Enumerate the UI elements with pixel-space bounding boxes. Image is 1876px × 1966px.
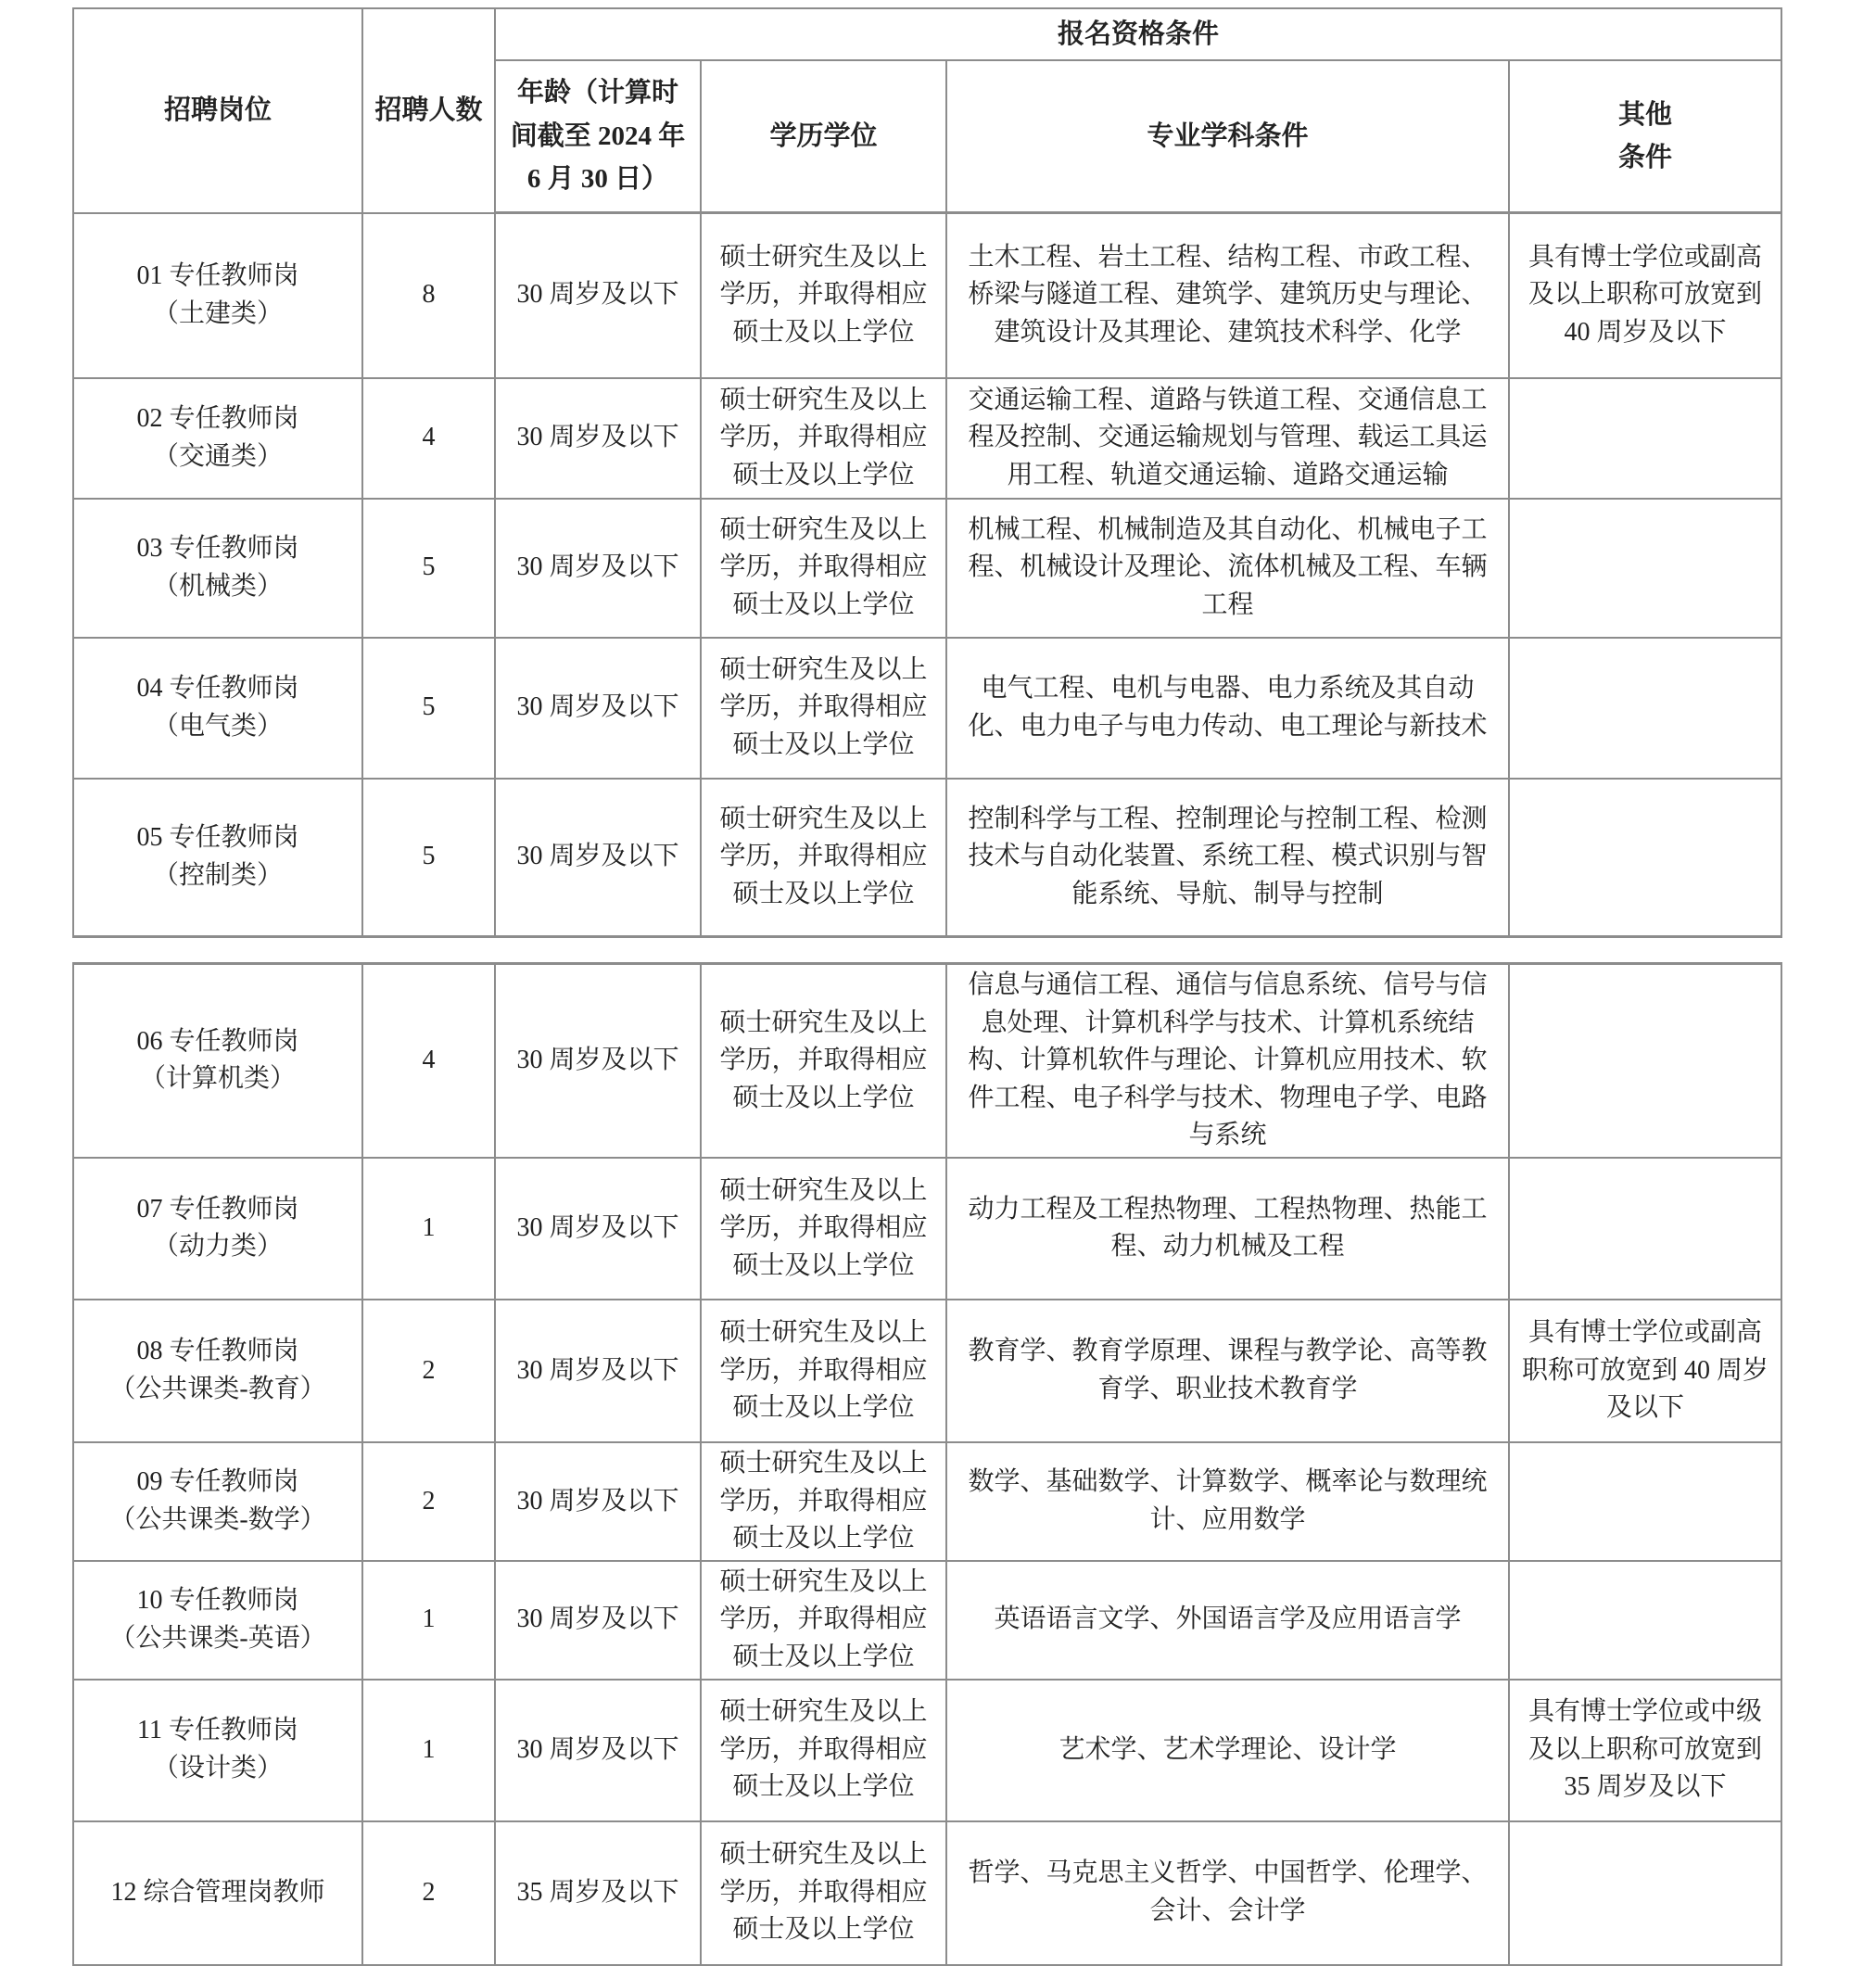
age-cell: 30 周岁及以下 <box>495 964 701 1158</box>
majors-cell: 教育学、教育学原理、课程与教学论、高等教育学、职业技术教育学 <box>946 1300 1509 1442</box>
table-gap <box>72 938 1782 962</box>
age-cell: 30 周岁及以下 <box>495 1300 701 1442</box>
headcount-cell: 5 <box>362 779 495 937</box>
majors-cell: 信息与通信工程、通信与信息系统、信号与信息处理、计算机科学与技术、计算机系统结构、计算机软件与理论、计算机应用技术、软件工程、电子科学与技术、物理电子学、电路与系统 <box>946 964 1509 1158</box>
headcount-cell: 8 <box>362 213 495 378</box>
majors-cell: 动力工程及工程热物理、工程热物理、热能工程、动力机械及工程 <box>946 1158 1509 1300</box>
other-cell <box>1509 638 1781 779</box>
majors-cell: 机械工程、机械制造及其自动化、机械电子工程、机械设计及理论、流体机械及工程、车辆工程 <box>946 499 1509 638</box>
headcount-cell: 5 <box>362 638 495 779</box>
table-row <box>73 1442 1781 1561</box>
header-majors: 专业学科条件 <box>946 60 1509 213</box>
header-age: 年龄（计算时间截至 2024 年 6 月 30 日） <box>495 60 701 213</box>
header-position: 招聘岗位 <box>73 8 362 213</box>
age-cell: 35 周岁及以下 <box>495 1821 701 1965</box>
position-cell: 04 专任教师岗 （电气类） <box>73 638 362 779</box>
table-row <box>73 964 1781 1158</box>
headcount-cell: 2 <box>362 1300 495 1442</box>
other-cell <box>1509 499 1781 638</box>
majors-cell: 土木工程、岩土工程、结构工程、市政工程、桥梁与隧道工程、建筑学、建筑历史与理论、建筑设计及其理论、建筑技术科学、化学 <box>946 213 1509 378</box>
recruitment-table-page <box>72 7 1782 1966</box>
age-cell: 30 周岁及以下 <box>495 779 701 937</box>
education-cell: 硕士研究生及以上学历，并取得相应硕士及以上学位 <box>701 1300 946 1442</box>
other-cell: 具有博士学位或副高职称可放宽到 40 周岁及以下 <box>1509 1300 1781 1442</box>
majors-cell: 英语语言文学、外国语言学及应用语言学 <box>946 1561 1509 1680</box>
majors-cell: 哲学、马克思主义哲学、中国哲学、伦理学、会计、会计学 <box>946 1821 1509 1965</box>
education-cell: 硕士研究生及以上学历，并取得相应硕士及以上学位 <box>701 1158 946 1300</box>
headcount-cell: 5 <box>362 499 495 638</box>
position-cell: 07 专任教师岗 （动力类） <box>73 1158 362 1300</box>
table-row <box>73 779 1781 937</box>
other-cell <box>1509 1821 1781 1965</box>
majors-cell: 数学、基础数学、计算数学、概率论与数理统计、应用数学 <box>946 1442 1509 1561</box>
education-cell: 硕士研究生及以上学历，并取得相应硕士及以上学位 <box>701 1561 946 1680</box>
other-cell: 具有博士学位或中级及以上职称可放宽到 35 周岁及以下 <box>1509 1680 1781 1821</box>
headcount-cell: 1 <box>362 1680 495 1821</box>
table-row <box>73 1680 1781 1821</box>
age-cell: 30 周岁及以下 <box>495 1158 701 1300</box>
age-cell: 30 周岁及以下 <box>495 1680 701 1821</box>
table-row <box>73 378 1781 499</box>
position-cell: 01 专任教师岗 （土建类） <box>73 213 362 378</box>
position-cell: 10 专任教师岗 （公共课类-英语） <box>73 1561 362 1680</box>
position-cell: 05 专任教师岗 （控制类） <box>73 779 362 937</box>
majors-cell: 艺术学、艺术学理论、设计学 <box>946 1680 1509 1821</box>
majors-cell: 电气工程、电机与电器、电力系统及其自动化、电力电子与电力传动、电工理论与新技术 <box>946 638 1509 779</box>
position-cell: 09 专任教师岗 （公共课类-数学） <box>73 1442 362 1561</box>
headcount-cell: 2 <box>362 1821 495 1965</box>
education-cell: 硕士研究生及以上学历，并取得相应硕士及以上学位 <box>701 638 946 779</box>
recruitment-table-lower <box>72 962 1782 1966</box>
position-cell: 08 专任教师岗 （公共课类-教育） <box>73 1300 362 1442</box>
education-cell: 硕士研究生及以上学历，并取得相应硕士及以上学位 <box>701 779 946 937</box>
other-cell <box>1509 779 1781 937</box>
other-cell <box>1509 1442 1781 1561</box>
header-education: 学历学位 <box>701 60 946 213</box>
age-cell: 30 周岁及以下 <box>495 213 701 378</box>
other-cell <box>1509 378 1781 499</box>
education-cell: 硕士研究生及以上学历，并取得相应硕士及以上学位 <box>701 213 946 378</box>
position-cell: 12 综合管理岗教师 <box>73 1821 362 1965</box>
headcount-cell: 2 <box>362 1442 495 1561</box>
table-row <box>73 1300 1781 1442</box>
headcount-cell: 4 <box>362 378 495 499</box>
position-cell: 03 专任教师岗 （机械类） <box>73 499 362 638</box>
education-cell: 硕士研究生及以上学历，并取得相应硕士及以上学位 <box>701 1442 946 1561</box>
education-cell: 硕士研究生及以上学历，并取得相应硕士及以上学位 <box>701 499 946 638</box>
position-cell: 02 专任教师岗 （交通类） <box>73 378 362 499</box>
majors-cell: 控制科学与工程、控制理论与控制工程、检测技术与自动化装置、系统工程、模式识别与智能系统、导航、制导与控制 <box>946 779 1509 937</box>
header-qualification: 报名资格条件 <box>495 8 1781 60</box>
position-cell: 11 专任教师岗 （设计类） <box>73 1680 362 1821</box>
age-cell: 30 周岁及以下 <box>495 1442 701 1561</box>
age-cell: 30 周岁及以下 <box>495 638 701 779</box>
headcount-cell: 4 <box>362 964 495 1158</box>
table-row <box>73 499 1781 638</box>
recruitment-table-upper <box>72 7 1782 938</box>
headcount-cell: 1 <box>362 1158 495 1300</box>
education-cell: 硕士研究生及以上学历，并取得相应硕士及以上学位 <box>701 964 946 1158</box>
other-cell: 具有博士学位或副高及以上职称可放宽到 40 周岁及以下 <box>1509 213 1781 378</box>
header-row-qualification <box>73 8 1781 60</box>
table-row <box>73 1561 1781 1680</box>
education-cell: 硕士研究生及以上学历，并取得相应硕士及以上学位 <box>701 1821 946 1965</box>
majors-cell: 交通运输工程、道路与铁道工程、交通信息工程及控制、交通运输规划与管理、载运工具运用工程、轨道交通运输、道路交通运输 <box>946 378 1509 499</box>
education-cell: 硕士研究生及以上学历，并取得相应硕士及以上学位 <box>701 1680 946 1821</box>
table-row <box>73 638 1781 779</box>
age-cell: 30 周岁及以下 <box>495 378 701 499</box>
education-cell: 硕士研究生及以上学历，并取得相应硕士及以上学位 <box>701 378 946 499</box>
header-other: 其他 条件 <box>1509 60 1781 213</box>
table-row <box>73 1158 1781 1300</box>
header-headcount: 招聘人数 <box>362 8 495 213</box>
table-row <box>73 1821 1781 1965</box>
age-cell: 30 周岁及以下 <box>495 1561 701 1680</box>
other-cell <box>1509 1158 1781 1300</box>
other-cell <box>1509 1561 1781 1680</box>
age-cell: 30 周岁及以下 <box>495 499 701 638</box>
position-cell: 06 专任教师岗 （计算机类） <box>73 964 362 1158</box>
other-cell <box>1509 964 1781 1158</box>
headcount-cell: 1 <box>362 1561 495 1680</box>
table-row <box>73 213 1781 378</box>
